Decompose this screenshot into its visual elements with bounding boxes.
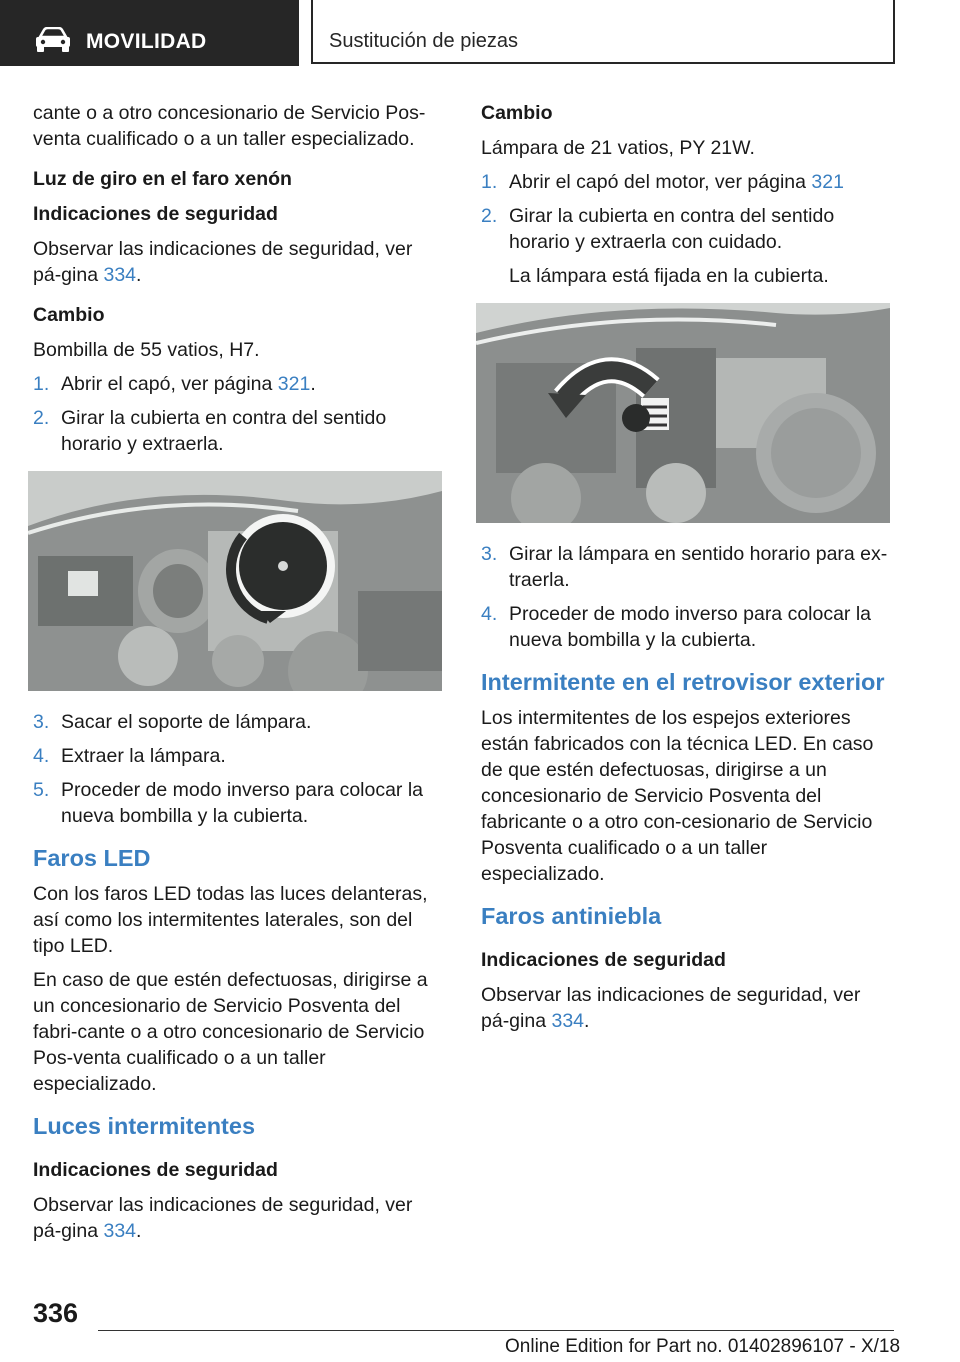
- edition-text: Online Edition for Part no. 01402896107 - X/18: [505, 1336, 901, 1357]
- paragraph: Con los faros LED todas las luces delanteras, así como los intermitentes laterales, son del tipo LED.: [33, 883, 428, 957]
- engine-bay-illustration: [476, 303, 890, 523]
- steps-list: [481, 541, 893, 653]
- right-column: [481, 100, 893, 1048]
- section-tab: [0, 0, 299, 66]
- step-note: La lámpara está fijada en la cubierta.: [509, 265, 829, 287]
- safety-paragraph: Observar las indicaciones de seguridad, ver pá-gina 334.: [33, 1194, 413, 1242]
- page-link[interactable]: 334: [103, 1220, 137, 1242]
- page-link[interactable]: 334: [103, 264, 137, 286]
- left-column: [33, 100, 445, 1258]
- heading-led: Faros LED: [33, 845, 151, 871]
- heading-intermitentes: Luces intermitentes: [33, 1113, 256, 1139]
- steps-list: [481, 169, 893, 255]
- page-link[interactable]: 321: [811, 171, 844, 193]
- list-item: 4. Extraer la lámpara.: [33, 745, 226, 767]
- page-link[interactable]: 321: [277, 373, 311, 395]
- heading-mirror-indicator: Intermitente en el retrovisor exterior: [481, 669, 885, 695]
- paragraph: Los intermitentes de los espejos exteriores están fabricados con la técnica LED. En caso de que estén defectuosas, dirigirse a un concesionario de Servicio Posventa del fabricante o a otro con-cesionario de Servicio Posventa cualificado o a un taller especializado.: [481, 707, 874, 885]
- list-item: 1. Abrir el capó, ver página 321.: [33, 373, 316, 395]
- engine-bay-illustration: [28, 471, 442, 691]
- heading-xenon: Luz de giro en el faro xenón: [33, 168, 292, 190]
- headlamp-photo-h7: [28, 471, 442, 691]
- safety-paragraph: Observar las indicaciones de seguridad, ver pá-gina 334.: [481, 984, 861, 1032]
- heading-fog-lights: Faros antiniebla: [481, 903, 662, 929]
- list-item: 3. Girar la lámpara en sentido horario para ex-traerla.: [481, 543, 888, 591]
- heading-cambio: Cambio: [481, 102, 553, 124]
- chapter-tab: [311, 0, 895, 64]
- car-icon: [34, 27, 72, 53]
- footer-divider: [98, 1330, 894, 1331]
- safety-paragraph: Observar las indicaciones de seguridad, ver pá-gina 334.: [33, 238, 413, 286]
- heading-safety: Indicaciones de seguridad: [33, 203, 278, 225]
- paragraph: Lámpara de 21 vatios, PY 21W.: [481, 137, 755, 159]
- steps-list: [33, 709, 445, 829]
- paragraph: Bombilla de 55 vatios, H7.: [33, 339, 260, 361]
- page-number: 336: [33, 1298, 79, 1328]
- list-item: 1. Abrir el capó del motor, ver página 321: [481, 171, 844, 193]
- heading-cambio: Cambio: [33, 304, 105, 326]
- heading-safety: Indicaciones de seguridad: [33, 1159, 278, 1181]
- page-header: [0, 0, 960, 66]
- list-item: 4. Proceder de modo inverso para colocar la nueva bombilla y la cubierta.: [481, 603, 872, 651]
- list-item: 2. Girar la cubierta en contra del sentido horario y extraerla.: [33, 407, 387, 455]
- section-label: MOVILIDAD: [86, 30, 207, 53]
- list-item: 2. Girar la cubierta en contra del sentido horario y extraerla con cuidado.: [481, 205, 835, 253]
- paragraph: cante o a otro concesionario de Servicio Pos-venta cualificado o a un taller especializado.: [33, 102, 426, 150]
- heading-safety: Indicaciones de seguridad: [481, 949, 726, 971]
- chapter-label: Sustitución de piezas: [329, 30, 519, 52]
- steps-list: [33, 371, 445, 457]
- headlamp-photo-py21w: [476, 303, 890, 523]
- paragraph: En caso de que estén defectuosas, dirigirse a un concesionario de Servicio Posventa del fabri-cante o a otro concesionario de Servicio Pos-venta cualificado o a un taller especializado.: [33, 969, 428, 1095]
- list-item: 3. Sacar el soporte de lámpara.: [33, 711, 312, 733]
- list-item: 5. Proceder de modo inverso para colocar la nueva bombilla y la cubierta.: [33, 779, 424, 827]
- page-link[interactable]: 334: [551, 1010, 585, 1032]
